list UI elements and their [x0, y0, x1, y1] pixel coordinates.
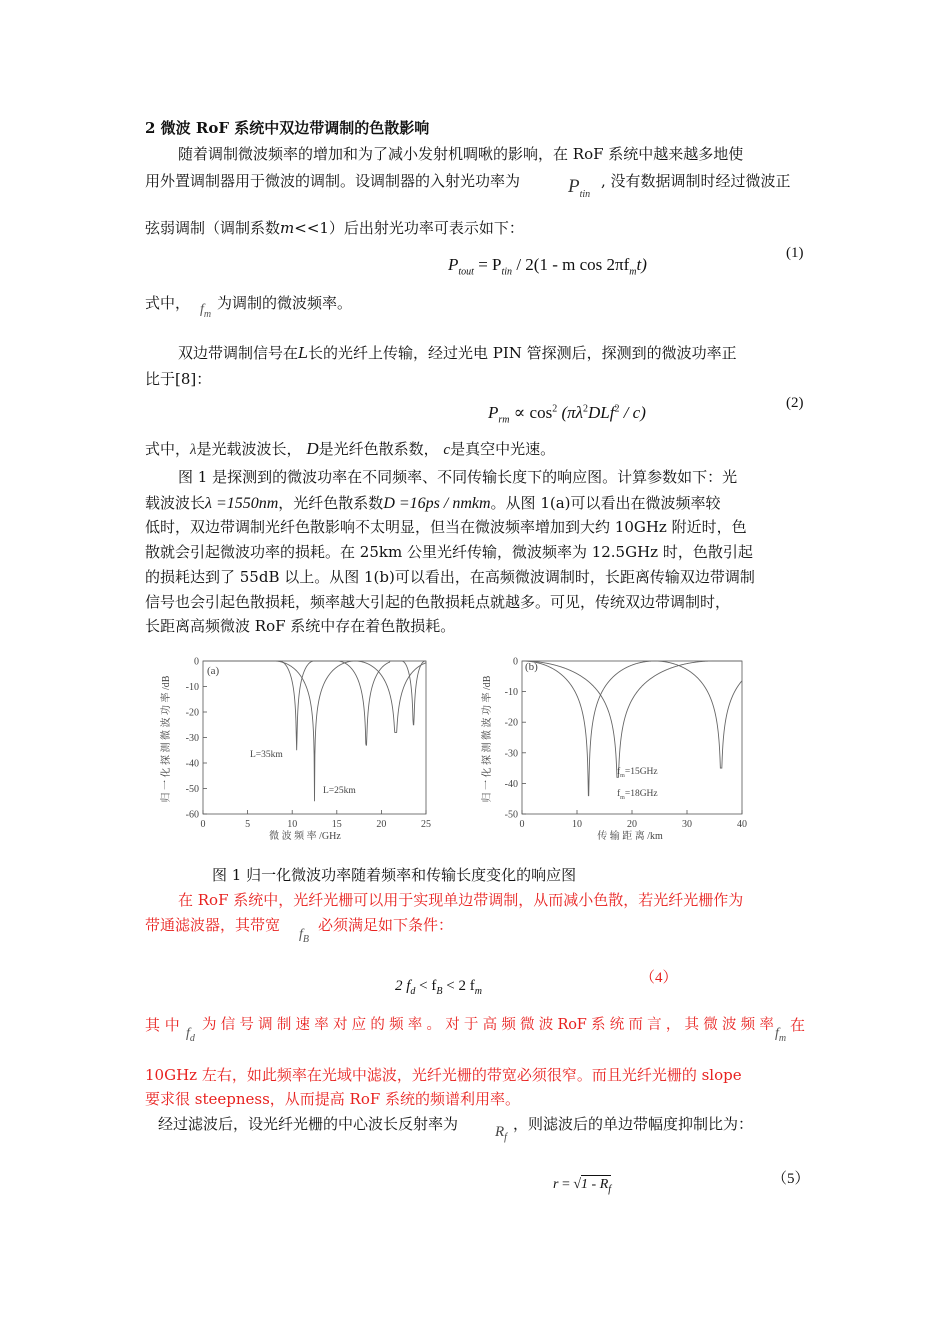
para5-line2: 10GHz 左右，如此频率在光域中滤波，光纤光栅的带宽必须很窄。而且光纤光栅的 slope: [145, 1066, 742, 1084]
para2-line1: 双边带调制信号在L长的光纤上传输，经过光电 PIN 管探测后，探测到的微波功率正: [178, 344, 737, 362]
y-tick-label: 0: [194, 656, 199, 668]
x-tick-label: 25: [421, 819, 431, 830]
x-tick-label: 5: [245, 819, 251, 830]
def2-line: 式中，λ是光载波波长， D是光纤色散系数， c是真空中光速。: [145, 439, 556, 458]
sqrt-sign-icon: √: [573, 1177, 582, 1192]
y-tick-label: -30: [185, 733, 199, 744]
y-tick-label: -10: [185, 682, 199, 693]
y-tick-label: -50: [504, 809, 518, 821]
para3-line2: 载波波长λ =1550nm，光纤色散系数D =16ps / nmkm。从图 1(a)可以看出在微波频率较: [145, 494, 721, 512]
symbol-f-m-2: $f_m$: [775, 1026, 787, 1044]
symbol-p-tin: $P_{tin}$: [568, 176, 591, 200]
equation-5-number: （5）: [772, 1171, 810, 1187]
symbol-f-b: $f_B$: [299, 927, 309, 945]
para3-line1: 图 1 是探测到的微波功率在不同频率、不同传输长度下的响应图。计算参数如下：光: [178, 468, 738, 486]
chart-a-panel-label: (a): [207, 665, 220, 677]
y-tick-label: -50: [185, 784, 199, 795]
series-line-0: [522, 661, 742, 777]
para5-line3: 要求很 steepness，从而提高 RoF 系统的频谱利用率。: [145, 1090, 521, 1108]
para3-line5: 的损耗达到了 55dB 以上。从图 1(b)可以看出，在高频微波调制时，长距离传输双边带调制: [145, 568, 755, 586]
chart-b-x-ticks: [520, 810, 748, 830]
para3-line4: 散就会引起微波功率的损耗。在 25km 公里光纤传输，微波频率为 12.5GHz 时，色散引起: [145, 543, 753, 561]
para1-line3: 弦弱调制（调制系数m<<1）后出射光功率可表示如下：: [145, 219, 524, 237]
equation-5: $r = √1 - R_f$: [553, 1177, 612, 1195]
figure-caption: 图 1 归一化微波功率随着频率和传输长度变化的响应图: [212, 866, 577, 884]
chart-b-panel-label: (b): [525, 661, 538, 673]
y-tick-label: 0: [513, 656, 518, 668]
y-tick-label: -20: [185, 707, 199, 719]
x-tick-label: 30: [682, 819, 692, 830]
x-tick-label: 0: [519, 819, 525, 830]
para6-line1b: ，则滤波后的单边带幅度抑制比为：: [513, 1115, 754, 1133]
symbol-r-f: $R_f$: [495, 1124, 507, 1143]
equation-1: $P_{tout} = P_{tin} / 2(1 - m$ $\cos 2\pi f_mt$): [448, 255, 647, 278]
x-tick-label: 40: [737, 819, 747, 830]
para5-line1b: 为 信 号 调 制 速 率 对 应 的 频 率 。 对 于 高 频 微 波 RoF 系 统 而 言 ， 其 微 波 频 率: [202, 1017, 774, 1033]
def1-prefix: 式中，: [145, 294, 191, 312]
para1-line1: 随着调制微波频率的增加和为了减小发射机啁啾的影响，在 RoF 系统中越来越多地使: [178, 145, 744, 163]
para3-line7: 长距离高频微波 RoF 系统中存在着色散损耗。: [145, 617, 456, 635]
para6-line1a: 经过滤波后，设光纤光栅的中心波长反射率为: [158, 1115, 459, 1133]
equation-4: 2 $f_d < f_B < 2$ $f_m$: [395, 978, 482, 997]
def1-suffix: 为调制的微波频率。: [217, 294, 353, 312]
chart-a: [155, 652, 445, 844]
para5-line1a: 其 中: [145, 1016, 180, 1034]
chart-b-annotation-15ghz: $f_m=15GHz$: [617, 767, 658, 779]
y-tick-label: -40: [504, 778, 518, 790]
para5-line1c: 在: [790, 1016, 806, 1034]
chart-b: [480, 652, 765, 844]
x-tick-label: 10: [572, 819, 582, 830]
chart-a-annotation-25km: L=25km: [323, 786, 356, 796]
x-tick-label: 0: [200, 819, 206, 830]
chart-a-ylabel: 归 一 化 探 测 微 波 功 率 /dB: [161, 675, 172, 803]
para4-line2a: 带通滤波器，其带宽: [145, 916, 281, 934]
chart-b-annotation-18ghz: $f_m=18GHz$: [617, 789, 658, 801]
y-tick-label: -30: [504, 748, 518, 760]
symbol-f-d: $f_d$: [186, 1026, 195, 1044]
chart-a-xlabel: 微 波 频 率 /GHz: [269, 831, 341, 842]
section-heading: 2 微波 RoF 系统中双边带调制的色散影响: [145, 119, 430, 137]
equation-4-number: （4）: [640, 970, 678, 986]
chart-b-ylabel: 归 一 化 探 测 微 波 功 率 /dB: [482, 675, 493, 803]
para2-line2: 比于[8]：: [145, 370, 212, 388]
equation-2-number: (2): [786, 395, 804, 411]
chart-a-curves: [203, 661, 426, 801]
chart-b-xlabel: 传 输 距 离 /km: [597, 831, 663, 842]
chart-a-y-ticks: [186, 657, 207, 821]
chart-a-x-ticks: [201, 810, 432, 830]
x-tick-label: 20: [376, 819, 387, 830]
equation-2: $P_{rm} \propto \cos^2 (\pi\lambda^2DLf^2 / c)$: [488, 403, 646, 426]
y-tick-label: -10: [504, 687, 518, 699]
series-line-1: [203, 661, 426, 801]
equation-1-number: (1): [786, 245, 804, 261]
x-tick-label: 15: [331, 819, 342, 830]
x-tick-label: 20: [627, 819, 637, 830]
x-tick-label: 10: [287, 819, 298, 830]
para1-line2b: , 没有数据调制时经过微波正: [601, 172, 791, 190]
symbol-f-m: $f_m$: [200, 302, 212, 320]
para4-line2b: 必须满足如下条件：: [318, 916, 454, 934]
para3-line6: 信号也会引起色散损耗，频率越大引起的色散损耗点就越多。可见，传统双边带调制时，: [145, 593, 731, 611]
y-tick-label: -20: [504, 717, 518, 729]
para4-line1: 在 RoF 系统中，光纤光栅可以用于实现单边带调制，从而减小色散，若光纤光栅作为: [178, 891, 744, 909]
y-tick-label: -60: [185, 809, 199, 821]
chart-a-annotation-35km: L=35km: [250, 750, 283, 760]
para1-line2a: 用外置调制器用于微波的调制。设调制器的入射光功率为: [145, 172, 521, 190]
para3-line3: 低时，双边带调制光纤色散影响不太明显，但当在微波频率增加到大约 10GHz 附近时，色: [145, 518, 747, 536]
chart-b-y-ticks: [505, 657, 526, 821]
y-tick-label: -40: [185, 758, 199, 770]
